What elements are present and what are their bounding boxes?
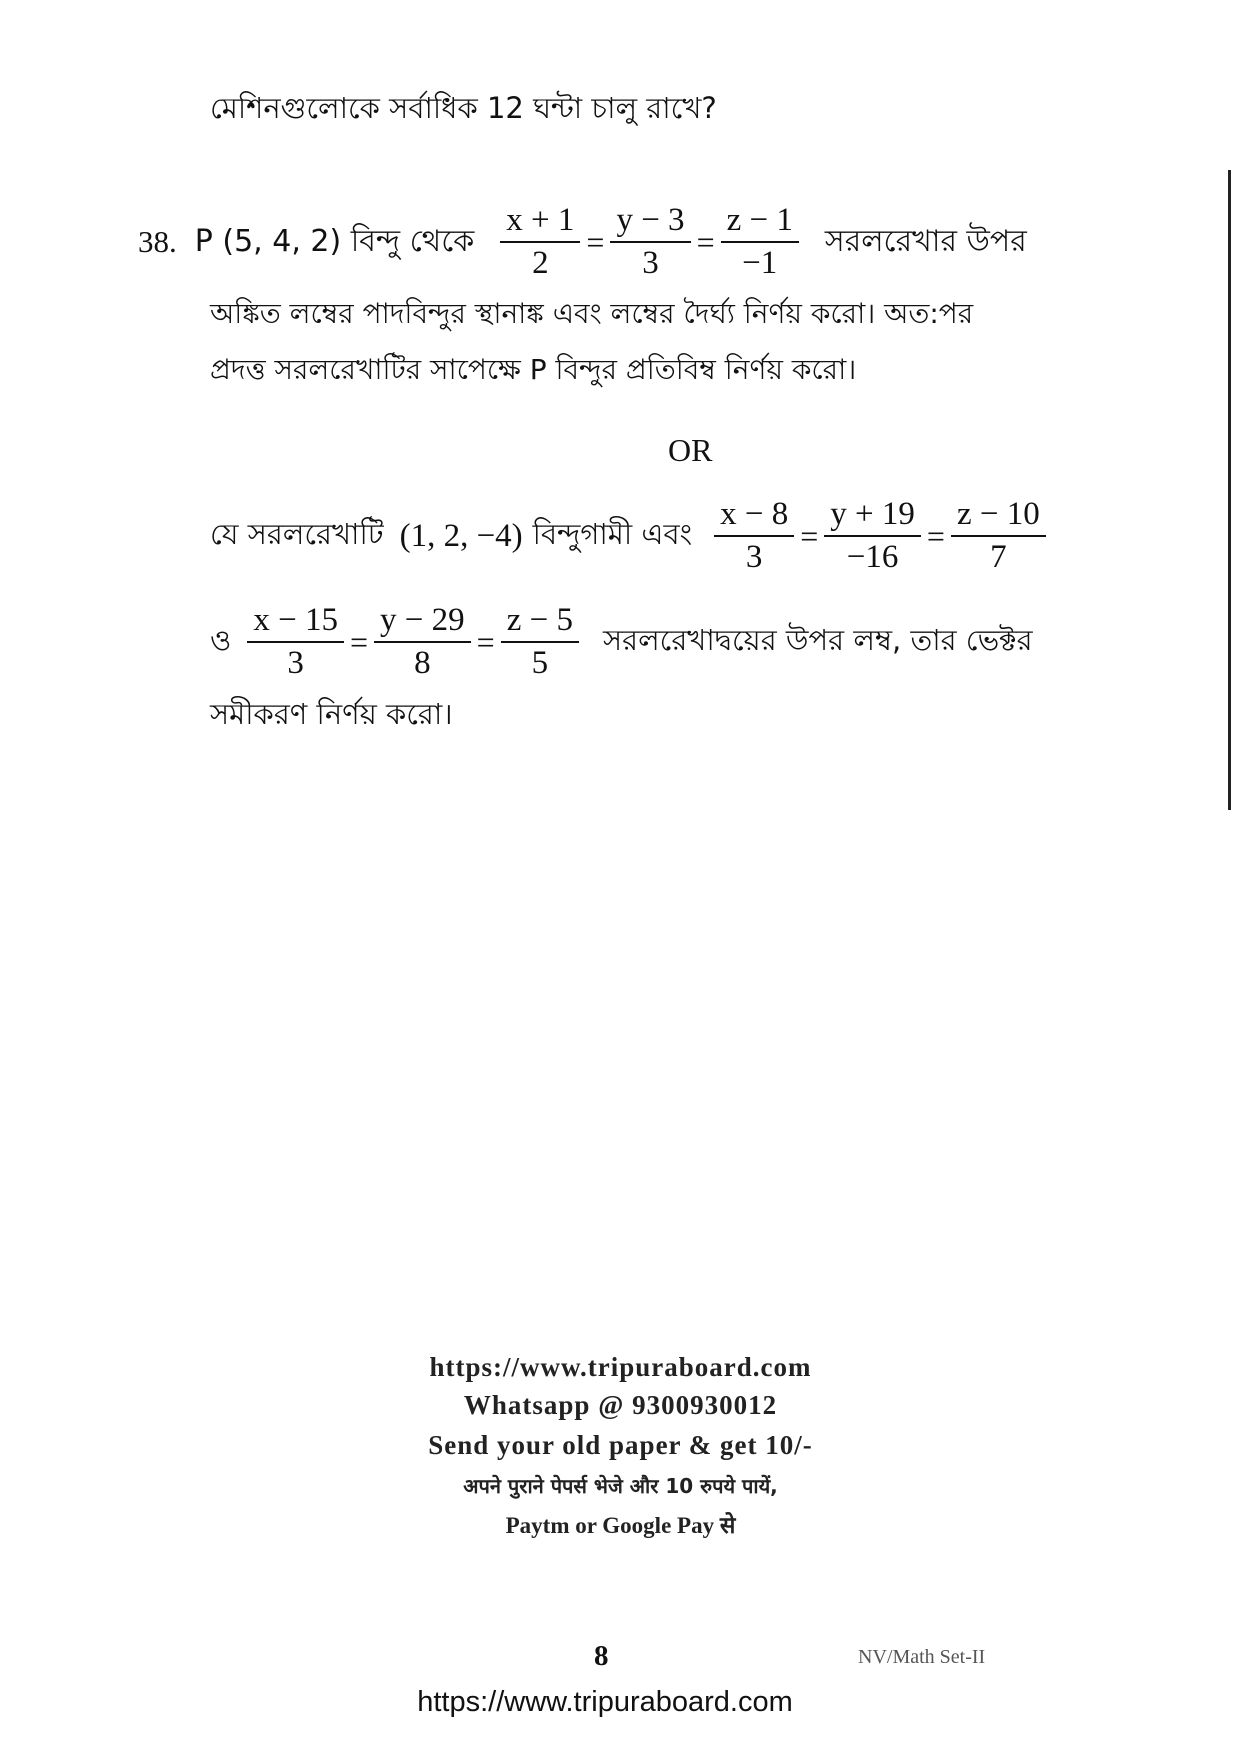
fraction-y <box>610 200 690 285</box>
line-equation-a <box>710 494 1050 579</box>
page-number: 8 <box>594 1640 609 1672</box>
line-equation-b <box>243 600 583 685</box>
line-equation <box>496 200 803 285</box>
fraction-x <box>247 600 344 685</box>
bottom-url: https://www.tripuraboard.com <box>417 1686 793 1718</box>
footer-whatsapp: Whatsapp @ 9300930012 <box>463 1390 778 1420</box>
fraction-z <box>501 600 579 685</box>
continuation-text: মেশিনগুলোকে সর্বাধিক 12 ঘন্টা চালু রাখে? <box>210 91 717 125</box>
question-line3: প্রদত্ত সরলরেখাটির সাপেক্ষে P বিন্দুর প্রতিবিম্ব নির্ণয় করো। <box>210 353 857 386</box>
alt-point: (1, 2, −4) <box>399 517 523 554</box>
fraction-y <box>374 600 471 685</box>
or-label: OR <box>668 432 713 468</box>
question-tail: সরলরেখার উপর <box>824 223 1027 259</box>
equals-sign: = <box>476 623 495 660</box>
fraction-numerator: x − 8 <box>714 494 794 537</box>
equals-sign: = <box>800 517 819 554</box>
fraction-numerator: y − 3 <box>610 200 690 243</box>
question-lead: P (5, 4, 2) বিন্দু থেকে <box>194 223 475 259</box>
alt-lead: যে সরলরেখাটি <box>210 516 384 551</box>
alt-middle: বিন্দুগামী এবং <box>532 516 693 551</box>
equals-sign: = <box>349 623 369 660</box>
equals-sign: = <box>696 223 715 260</box>
question-38-line1 <box>138 200 1027 285</box>
question-line2: অঙ্কিত লম্বের পাদবিন্দুর স্থানাঙ্ক এবং লম্বের দৈর্ঘ্য নির্ণয় করো। অত:পর <box>210 297 974 330</box>
fraction-denominator: 3 <box>642 245 659 282</box>
footer-pay: Paytm or Google Pay से <box>505 1513 736 1538</box>
fraction-numerator: z − 5 <box>501 600 579 643</box>
scan-edge-line <box>1228 170 1231 810</box>
fraction-x <box>714 494 794 579</box>
fraction-numerator: x − 15 <box>247 600 344 643</box>
fraction-numerator: y + 19 <box>824 494 921 537</box>
fraction-denominator: 3 <box>287 645 304 682</box>
set-label: NV/Math Set-II <box>858 1646 986 1668</box>
footer-url: https://www.tripuraboard.com <box>429 1352 812 1382</box>
alt-line1 <box>210 494 1050 579</box>
fraction-denominator: 5 <box>531 645 549 682</box>
fraction-numerator: z − 1 <box>721 200 799 243</box>
alt-conj: ও <box>210 622 232 657</box>
fraction-numerator: x + 1 <box>500 200 580 243</box>
footer-hindi: अपने पुराने पेपर्स भेजे और 10 रुपये पायें, <box>463 1474 778 1498</box>
fraction-x <box>500 200 580 285</box>
question-number: 38. <box>138 224 177 260</box>
equals-sign: = <box>926 517 945 554</box>
fraction-denominator: −1 <box>742 245 778 282</box>
fraction-z <box>951 494 1046 579</box>
fraction-z <box>721 200 799 285</box>
footer-offer: Send your old paper & get 10/- <box>428 1430 813 1460</box>
alt-tail: সরলরেখাদ্বয়ের উপর লম্ব, তার ভেক্টর <box>602 622 1033 657</box>
fraction-y <box>824 494 921 579</box>
fraction-denominator: 8 <box>414 645 431 682</box>
alt-line2 <box>210 600 1033 685</box>
equals-sign: = <box>586 223 605 260</box>
fraction-denominator: 3 <box>745 539 763 576</box>
fraction-numerator: y − 29 <box>374 600 471 643</box>
fraction-denominator: −16 <box>846 539 899 576</box>
fraction-numerator: z − 10 <box>951 494 1046 537</box>
fraction-denominator: 7 <box>990 539 1007 576</box>
alt-line3: সমীকরণ নির্ণয় করো। <box>210 697 453 731</box>
fraction-denominator: 2 <box>532 245 549 282</box>
